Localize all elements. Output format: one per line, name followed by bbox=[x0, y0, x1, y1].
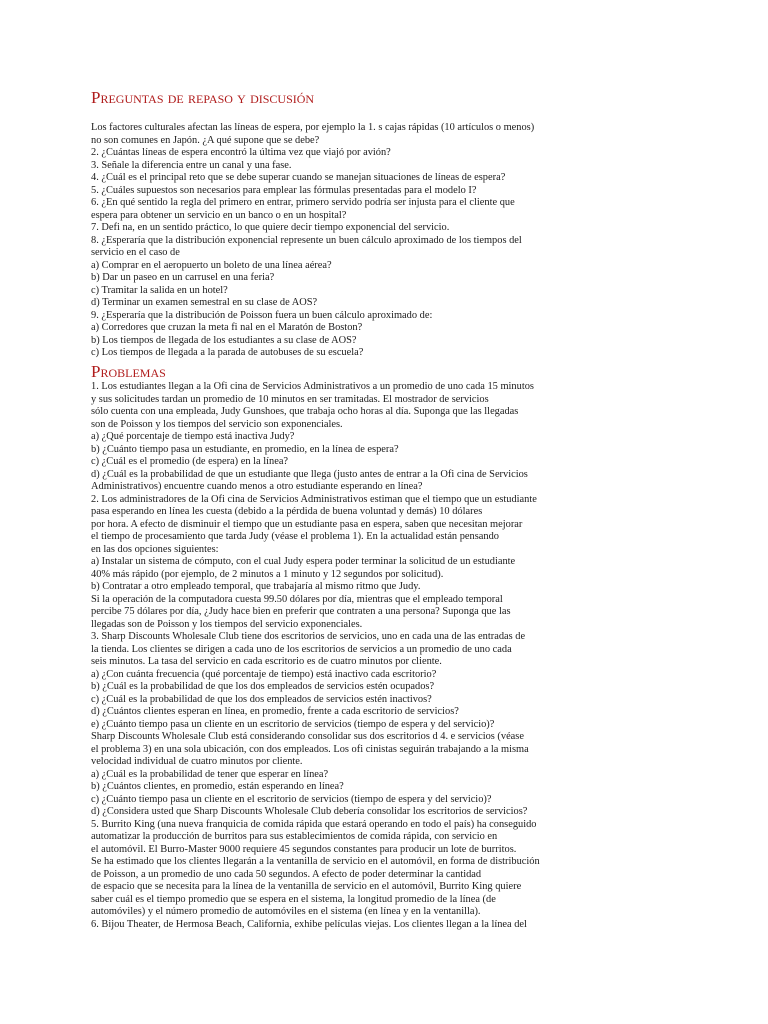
text-line: b) Dar un paseo en un carrusel en una feria? bbox=[91, 272, 275, 283]
text-line: a) Comprar en el aeropuerto un boleto de una línea aérea? bbox=[91, 259, 332, 271]
text-line: a) ¿Con cuánta frecuencia (qué porcentaje de tiempo) está inactivo cada escritorio? bbox=[91, 668, 437, 680]
text-line: Los factores culturales afectan las líneas de espera, por ejemplo la 1. s cajas rápidas (10 artículos o menos) bbox=[91, 122, 535, 133]
text-line: velocidad individual de cuatro minutos por cliente. bbox=[91, 756, 303, 767]
text-line: espera para obtener un servicio en un banco o en un hospital? bbox=[91, 209, 347, 221]
text-line: 5. ¿Cuáles supuestos son necesarios para emplear las fórmulas presentadas para el modelo I? bbox=[91, 184, 477, 196]
text-line: a) ¿Qué porcentaje de tiempo está inactiva Judy? bbox=[91, 431, 295, 442]
text-line: seis minutos. La tasa del servicio en cada escritorio es de cuatro minutos por cliente. bbox=[91, 656, 442, 667]
text-line: de Poisson, a un promedio de uno cada 50 segundos. A efecto de poder determinar la cantidad bbox=[91, 868, 482, 880]
text-line: de espacio que se necesita para la línea de la ventanilla de servicio en el automóvil, Burrito King quiere bbox=[91, 881, 522, 892]
text-line: Si la operación de la computadora cuesta 99.50 dólares por día, mientras que el empleado temporal bbox=[91, 593, 503, 605]
text-line: 8. ¿Esperaría que la distribución exponencial represente un buen cálculo aproximado de los tiempos del bbox=[91, 234, 522, 246]
text-line: Administrativos) encuentre cuando menos a otro estudiante esperando en línea? bbox=[91, 481, 423, 492]
text-line: 3. Sharp Discounts Wholesale Club tiene dos escritorios de servicios, uno en cada una de las entradas de bbox=[91, 631, 526, 642]
text-line: c) Los tiempos de llegada a la parada de autobuses de su escuela? bbox=[91, 347, 364, 358]
text-line: y sus solicitudes tardan un promedio de 10 minutos en ser tramitadas. El mostrador de servicios bbox=[91, 393, 489, 405]
text-line: por hora. A efecto de disminuir el tiempo que un estudiante pasa en espera, saben que necesitan mejorar bbox=[91, 518, 523, 530]
text-line: llegadas son de Poisson y los tiempos del servicio exponenciales. bbox=[91, 618, 363, 630]
review-questions-text bbox=[91, 122, 751, 360]
text-line: automóviles) y el número promedio de automóviles en el sistema (en línea y en la ventanilla). bbox=[91, 906, 481, 917]
text-line: c) ¿Cuál es el promedio (de espera) en la línea? bbox=[91, 456, 289, 467]
text-line: d) ¿Considera usted que Sharp Discounts Wholesale Club debería consolidar los escritorios de servicios? bbox=[91, 806, 528, 817]
text-line: servicio en el caso de bbox=[91, 247, 180, 258]
text-line: b) ¿Cuánto tiempo pasa un estudiante, en promedio, en la línea de espera? bbox=[91, 443, 399, 455]
text-line: Se ha estimado que los clientes llegarán a la ventanilla de servicio en el automóvil, en forma de distribución bbox=[91, 856, 540, 867]
text-line: c) Tramitar la salida en un hotel? bbox=[91, 284, 228, 296]
text-line: el automóvil. El Burro-Master 9000 requiere 45 segundos constantes para producir un lote de burritos. bbox=[91, 843, 517, 855]
text-line: d) ¿Cuántos clientes esperan en línea, en promedio, frente a cada escritorio de servicios? bbox=[91, 706, 459, 717]
text-line: saber cuál es el tiempo promedio que se espera en el sistema, la longitud promedio de la línea (de bbox=[91, 893, 496, 905]
text-line: sólo cuenta con una empleada, Judy Gunshoes, que trabaja ocho horas al día. Suponga que las llegadas bbox=[91, 406, 519, 417]
section-heading-problems: Problemas bbox=[91, 362, 166, 381]
text-line: d) Terminar un examen semestral en su clase de AOS? bbox=[91, 297, 318, 308]
text-line: a) ¿Cuál es la probabilidad de tener que esperar en línea? bbox=[91, 768, 329, 780]
text-line: 9. ¿Esperaría que la distribución de Poisson fuera un buen cálculo aproximado de: bbox=[91, 309, 433, 321]
text-line: 3. Señale la diferencia entre un canal y una fase. bbox=[91, 159, 292, 171]
text-line: son de Poisson y los tiempos del servicio son exponenciales. bbox=[91, 418, 343, 430]
section-heading-review-questions: Preguntas de repaso y discusión bbox=[91, 88, 315, 107]
text-line: 5. Burrito King (una nueva franquicia de comida rápida que estará operando en todo el país) ha conseguido bbox=[91, 818, 537, 830]
text-line: d) ¿Cuál es la probabilidad de que un estudiante que llega (justo antes de entrar a la Ofi cina de Servicios bbox=[91, 468, 528, 480]
text-line: el problema 3) en una sola ubicación, con dos empleados. Los ofi cinistas seguirán trabajando a la misma bbox=[91, 743, 529, 755]
text-line: a) Instalar un sistema de cómputo, con el cual Judy espera poder terminar la solicitud de un estudiante bbox=[91, 556, 516, 567]
text-line: percibe 75 dólares por día, ¿Judy hace bien en preferir que contraten a una persona? Suponga que las bbox=[91, 606, 511, 617]
text-line: b) ¿Cuál es la probabilidad de que los dos empleados de servicios estén ocupados? bbox=[91, 681, 435, 692]
problems-text bbox=[91, 381, 751, 931]
text-line: b) ¿Cuántos clientes, en promedio, están esperando en línea? bbox=[91, 781, 344, 792]
text-line: el tiempo de procesamiento que tarda Judy (véase el problema 1). En la actualidad están pensando bbox=[91, 531, 499, 542]
text-line: 6. ¿En qué sentido la regla del primero en entrar, primero servido podría ser injusta para el cliente que bbox=[91, 197, 515, 208]
text-line: e) ¿Cuánto tiempo pasa un cliente en un escritorio de servicios (tiempo de espera y del servicio)? bbox=[91, 718, 495, 730]
text-line: 4. ¿Cuál es el principal reto que se debe superar cuando se manejan situaciones de líneas de espera? bbox=[91, 172, 506, 183]
text-line: Sharp Discounts Wholesale Club está considerando consolidar sus dos escritorios d 4. e servicios (véase bbox=[91, 731, 524, 742]
text-line: b) Los tiempos de llegada de los estudiantes a su clase de AOS? bbox=[91, 334, 357, 346]
text-line: la tienda. Los clientes se dirigen a cada uno de los escritorios de servicios a un promedio de uno cada bbox=[91, 643, 512, 655]
text-line: a) Corredores que cruzan la meta fi nal en el Maratón de Boston? bbox=[91, 322, 363, 333]
text-line: 40% más rápido (por ejemplo, de 2 minutos a 1 minuto y 12 segundos por solicitud). bbox=[91, 568, 444, 580]
text-line: 2. ¿Cuántas líneas de espera encontró la última vez que viajó por avión? bbox=[91, 147, 391, 158]
text-line: 1. Los estudiantes llegan a la Ofi cina de Servicios Administrativos a un promedio de uno cada 15 minutos bbox=[91, 381, 534, 392]
text-line: b) Contratar a otro empleado temporal, que trabajaría al mismo ritmo que Judy. bbox=[91, 581, 421, 592]
text-line: 2. Los administradores de la Ofi cina de Servicios Administrativos estiman que el tiempo que un estudiante bbox=[91, 493, 537, 505]
text-line: en las dos opciones siguientes: bbox=[91, 543, 219, 555]
text-line: 6. Bijou Theater, de Hermosa Beach, California, exhibe películas viejas. Los clientes llegan a la línea del bbox=[91, 918, 527, 930]
text-line: c) ¿Cuánto tiempo pasa un cliente en el escritorio de servicios (tiempo de espera y del servicio)? bbox=[91, 793, 492, 805]
text-line: c) ¿Cuál es la probabilidad de que los dos empleados de servicios estén inactivos? bbox=[91, 693, 432, 705]
text-line: 7. Defi na, en un sentido práctico, lo que quiere decir tiempo exponencial del servicio. bbox=[91, 222, 450, 233]
text-line: automatizar la producción de burritos para sus establecimientos de comida rápida, con servicio en bbox=[91, 831, 498, 842]
text-line: pasa esperando en línea les cuesta (debido a la pérdida de buena voluntad y demás) 10 dólares bbox=[91, 506, 483, 517]
text-line: no son comunes en Japón. ¿A qué supone que se debe? bbox=[91, 134, 320, 146]
